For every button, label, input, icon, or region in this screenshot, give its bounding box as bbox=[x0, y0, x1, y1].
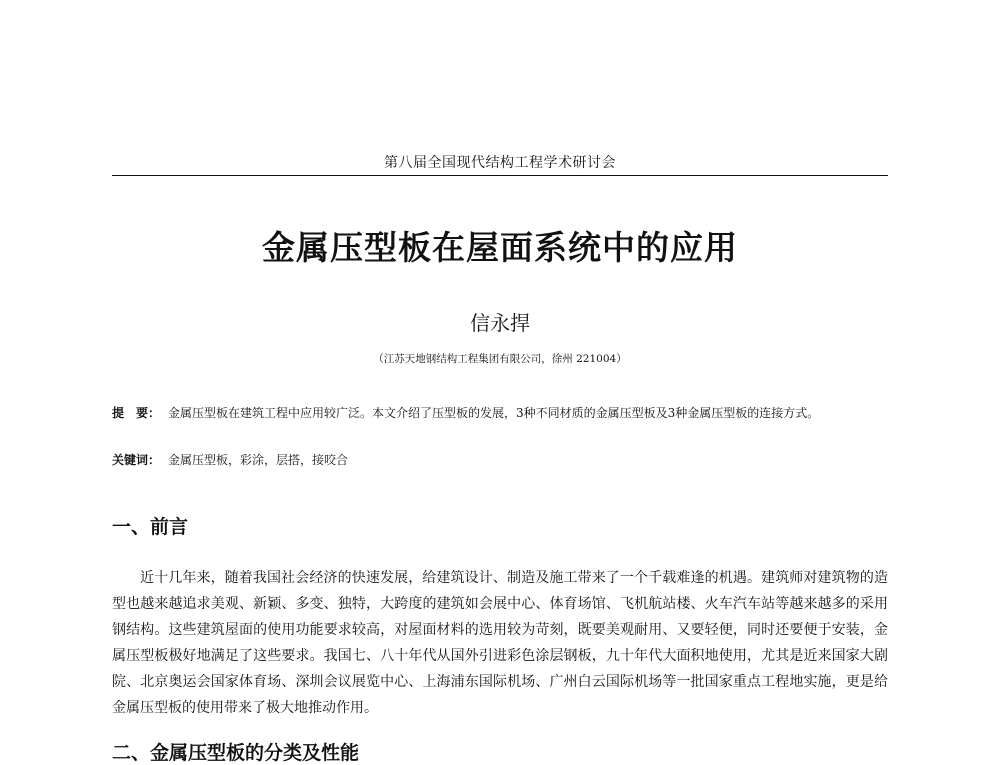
article-title: 金属压型板在屋面系统中的应用 bbox=[262, 228, 738, 267]
abstract-text: 金属压型板在建筑工程中应用较广泛。本文介绍了压型板的发展，3种不同材质的金属压型板及3种金属压型板的连接方式。 bbox=[168, 406, 820, 420]
keywords-text: 金属压型板，彩涂，层搭，接咬合 bbox=[168, 453, 349, 467]
introduction-paragraph: 近十几年来，随着我国社会经济的快速发展，给建筑设计、制造及施工带来了一个千载难逢的机遇。建筑师对建筑物的造型也越来越追求美观、新颖、多变、独特，大跨度的建筑如会展中心、体育场馆、飞机航站楼、火车汽车站等越来越多的采用钢结构。这些建筑屋面的使用功能要求较高，对屋面材料的选用较为苛刻，既要美观耐用、又要轻便，同时还要便于安装，金属压型板极好地满足了这些要求。我国七、八十年代从国外引进彩色涂层钢板，九十年代大面积地使用，尤其是近来国家大剧院、北京奥运会国家体育场、深圳会议展览中心、上海浦东国际机场、广州白云国际机场等一批国家重点工程地实施，更是给金属压型板的使用带来了极大地推动作用。 bbox=[112, 570, 888, 716]
abstract-block bbox=[112, 401, 888, 426]
abstract-label: 提 要： bbox=[112, 406, 161, 420]
author-affiliation: （江苏天地钢结构工程集团有限公司，徐州 221004） bbox=[373, 353, 627, 365]
header-rule bbox=[112, 175, 888, 176]
keywords-label: 关键词： bbox=[112, 453, 161, 467]
keywords-block bbox=[112, 451, 888, 468]
running-header: 第八届全国现代结构工程学术研讨会 bbox=[384, 155, 616, 171]
section-heading-classification: 二、金属压型板的分类及性能 bbox=[112, 742, 360, 764]
author-name: 信永捍 bbox=[470, 311, 530, 335]
section-heading-introduction: 一、前言 bbox=[112, 516, 189, 538]
